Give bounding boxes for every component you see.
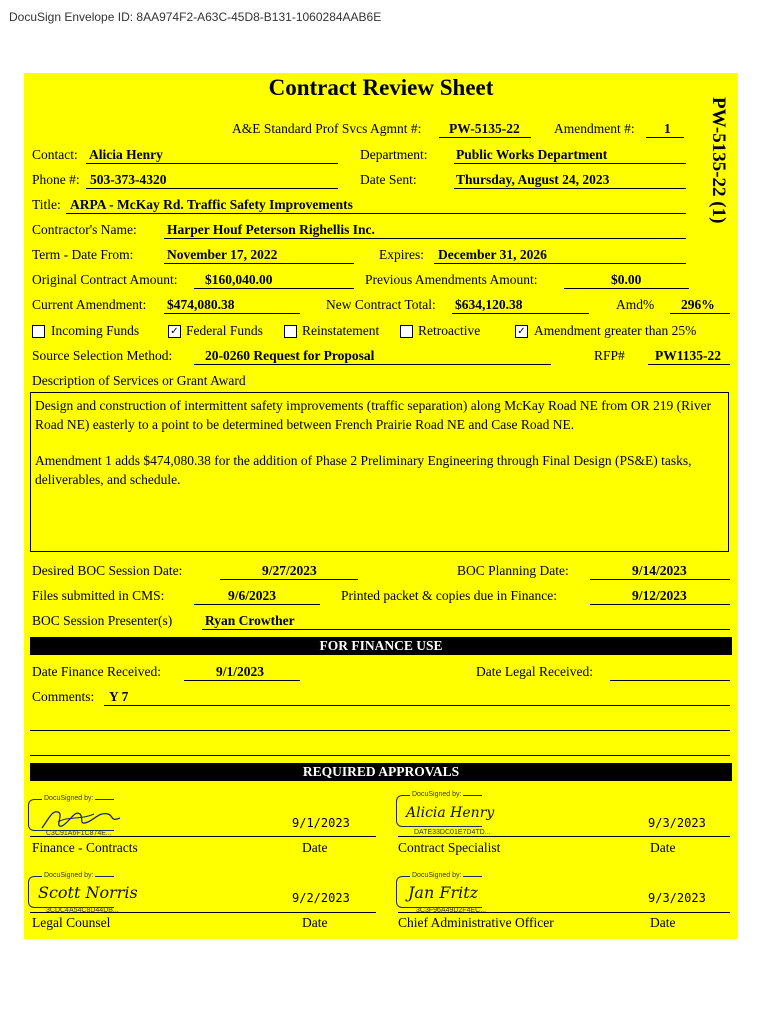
signature-specialist: Alicia Henry <box>406 805 495 821</box>
new-total-underline <box>452 313 589 314</box>
previous-amendments-underline <box>564 288 689 289</box>
presenter-underline <box>202 629 730 630</box>
amd-pct-value[interactable]: 296% <box>681 297 715 312</box>
description-paragraph-1: Design and construction of intermittent safety improvements (traffic separation) along McKay Road NE from OR 219 (River Road NE) easterly to a point to be determined between French Prairie Road NE and Case Road NE. <box>35 398 712 432</box>
comments-underline-3 <box>30 755 730 756</box>
expires-label: Expires: <box>379 247 424 262</box>
signature-cao: Jan Fritz <box>408 883 479 902</box>
reinstatement-checkbox[interactable] <box>284 325 297 338</box>
title-label: Title: <box>32 197 61 212</box>
source-selection-value[interactable]: 20-0260 Request for Proposal <box>205 348 375 363</box>
rfp-label: RFP# <box>594 348 625 363</box>
contact-label: Contact: <box>32 147 78 162</box>
boc-planning-label: BOC Planning Date: <box>457 563 569 578</box>
original-amount-label: Original Contract Amount: <box>32 272 178 287</box>
required-approvals-header: REQUIRED APPROVALS <box>30 763 732 781</box>
rfp-underline <box>648 364 730 365</box>
description-label: Description of Services or Grant Award <box>32 373 246 388</box>
approval-role-cao: Chief Administrative Officer <box>398 915 554 930</box>
sig-id-legal: 3CDC4A54C8D44DB... <box>46 907 119 914</box>
title-value[interactable]: ARPA - McKay Rd. Traffic Safety Improvements <box>70 197 353 212</box>
printed-packet-label: Printed packet & copies due in Finance: <box>341 588 557 603</box>
printed-packet-underline <box>590 604 730 605</box>
vertical-id-label: PW-5135-22 (1) <box>708 97 729 224</box>
amendment-underline <box>646 137 684 138</box>
description-box[interactable] <box>30 392 729 552</box>
phone-value[interactable]: 503-373-4320 <box>90 172 167 187</box>
current-amendment-value[interactable]: $474,080.38 <box>167 297 235 312</box>
title-underline <box>66 213 686 214</box>
approval-line-legal <box>30 912 376 913</box>
sig-id-specialist: DATE33DC01E7D4TD... <box>414 829 491 836</box>
amd-pct-label: Amd% <box>616 297 655 312</box>
files-cms-value[interactable]: 9/6/2023 <box>228 588 277 603</box>
description-paragraph-2: Amendment 1 adds $474,080.38 for the addition of Phase 2 Preliminary Engineering through Final Design (PS&E) tasks, deliverables, and schedule. <box>35 453 692 487</box>
source-selection-underline <box>194 364 551 365</box>
previous-amendments-label: Previous Amendments Amount: <box>365 272 538 287</box>
boc-session-label: Desired BOC Session Date: <box>32 563 183 578</box>
envelope-id: DocuSign Envelope ID: 8AA974F2-A63C-45D8-B131-1060284AAB6E <box>9 10 382 24</box>
phone-underline <box>86 188 338 189</box>
boc-planning-value[interactable]: 9/14/2023 <box>632 563 687 578</box>
new-total-value[interactable]: $634,120.38 <box>455 297 523 312</box>
term-label: Term - Date From: <box>32 247 134 262</box>
files-cms-label: Files submitted in CMS: <box>32 588 165 603</box>
source-selection-label: Source Selection Method: <box>32 348 173 363</box>
approval-date-label-finance: Date <box>302 840 328 855</box>
expires-value[interactable]: December 31, 2026 <box>438 247 547 262</box>
approval-role-legal: Legal Counsel <box>32 915 111 930</box>
incoming-funds-checkbox[interactable] <box>32 325 45 338</box>
sheet-title: Contract Review Sheet <box>268 75 494 100</box>
files-cms-underline <box>194 604 320 605</box>
signed-by-label-specialist: DocuSigned by: <box>412 791 462 798</box>
amendment-over-25-checkbox[interactable]: ✓ <box>515 325 528 338</box>
amendment-value[interactable]: 1 <box>664 121 671 136</box>
department-underline <box>454 163 686 164</box>
comments-label: Comments: <box>32 689 95 704</box>
new-total-label: New Contract Total: <box>326 297 436 312</box>
date-sent-label: Date Sent: <box>360 172 417 187</box>
current-amendment-label: Current Amendment: <box>32 297 147 312</box>
approval-line-specialist <box>398 836 730 837</box>
amendment-over-25-label: Amendment greater than 25% <box>534 323 697 338</box>
date-sent-value[interactable]: Thursday, August 24, 2023 <box>456 172 610 187</box>
signed-by-label-legal: DocuSigned by: <box>44 872 94 879</box>
approval-line-cao <box>398 912 730 913</box>
signature-legal: Scott Norris <box>38 883 138 902</box>
federal-funds-label: Federal Funds <box>186 323 263 338</box>
phone-label: Phone #: <box>32 172 80 187</box>
date-sent-underline <box>454 188 686 189</box>
contractor-label: Contractor's Name: <box>32 222 137 237</box>
department-label: Department: <box>360 147 428 162</box>
contact-underline <box>86 163 338 164</box>
original-amount-underline <box>194 288 354 289</box>
boc-session-value[interactable]: 9/27/2023 <box>262 563 317 578</box>
rfp-value[interactable]: PW1135-22 <box>655 348 721 363</box>
current-amendment-underline <box>164 313 300 314</box>
agreement-underline <box>439 137 531 138</box>
approval-role-finance: Finance - Contracts <box>32 840 138 855</box>
comments-underline-1 <box>104 705 730 706</box>
finance-received-underline <box>184 680 300 681</box>
sig-id-cao: 3C3F96A49D2F4EC... <box>416 907 487 914</box>
finance-use-header: FOR FINANCE USE <box>30 637 732 655</box>
term-value[interactable]: November 17, 2022 <box>167 247 278 262</box>
approval-date-label-specialist: Date <box>650 840 676 855</box>
contractor-underline <box>164 238 686 239</box>
finance-received-value[interactable]: 9/1/2023 <box>216 664 265 679</box>
contract-review-sheet <box>24 73 738 939</box>
contact-value[interactable]: Alicia Henry <box>89 147 163 162</box>
approval-date-specialist: 9/3/2023 <box>648 816 706 830</box>
boc-planning-underline <box>590 579 730 580</box>
approval-line-finance <box>30 836 376 837</box>
legal-received-underline <box>610 680 730 681</box>
agreement-label: A&E Standard Prof Svcs Agmnt #: <box>232 121 422 136</box>
approval-date-legal: 9/2/2023 <box>292 891 350 905</box>
amd-pct-underline <box>670 313 730 314</box>
approval-date-label-cao: Date <box>650 915 676 930</box>
incoming-funds-label: Incoming Funds <box>51 323 140 338</box>
finance-received-label: Date Finance Received: <box>32 664 161 679</box>
signed-by-label-cao: DocuSigned by: <box>412 872 462 879</box>
approval-date-label-legal: Date <box>302 915 328 930</box>
presenter-value[interactable]: Ryan Crowther <box>205 613 295 628</box>
approval-role-specialist: Contract Specialist <box>398 840 501 855</box>
original-amount-value[interactable]: $160,040.00 <box>205 272 273 287</box>
retroactive-checkbox[interactable] <box>400 325 413 338</box>
sig-id-finance: C3C91A6F1C874E... <box>46 830 112 837</box>
approval-date-cao: 9/3/2023 <box>648 891 706 905</box>
amendment-label: Amendment #: <box>554 121 635 136</box>
term-underline <box>164 263 354 264</box>
retroactive-label: Retroactive <box>418 323 481 338</box>
signed-by-label-finance: DocuSigned by: <box>44 795 94 802</box>
previous-amendments-value[interactable]: $0.00 <box>611 272 642 287</box>
reinstatement-label: Reinstatement <box>302 323 380 338</box>
department-value[interactable]: Public Works Department <box>456 147 608 162</box>
printed-packet-value[interactable]: 9/12/2023 <box>632 588 687 603</box>
contractor-value[interactable]: Harper Houf Peterson Righellis Inc. <box>167 222 375 237</box>
presenter-label: BOC Session Presenter(s) <box>32 613 173 628</box>
legal-received-label: Date Legal Received: <box>476 664 593 679</box>
comments-underline-2 <box>30 730 730 731</box>
federal-funds-checkbox[interactable]: ✓ <box>168 325 181 338</box>
expires-underline <box>434 263 686 264</box>
approval-date-finance: 9/1/2023 <box>292 816 350 830</box>
agreement-value[interactable]: PW-5135-22 <box>449 121 520 136</box>
comments-value[interactable]: Y 7 <box>109 689 129 704</box>
boc-session-underline <box>220 579 358 580</box>
